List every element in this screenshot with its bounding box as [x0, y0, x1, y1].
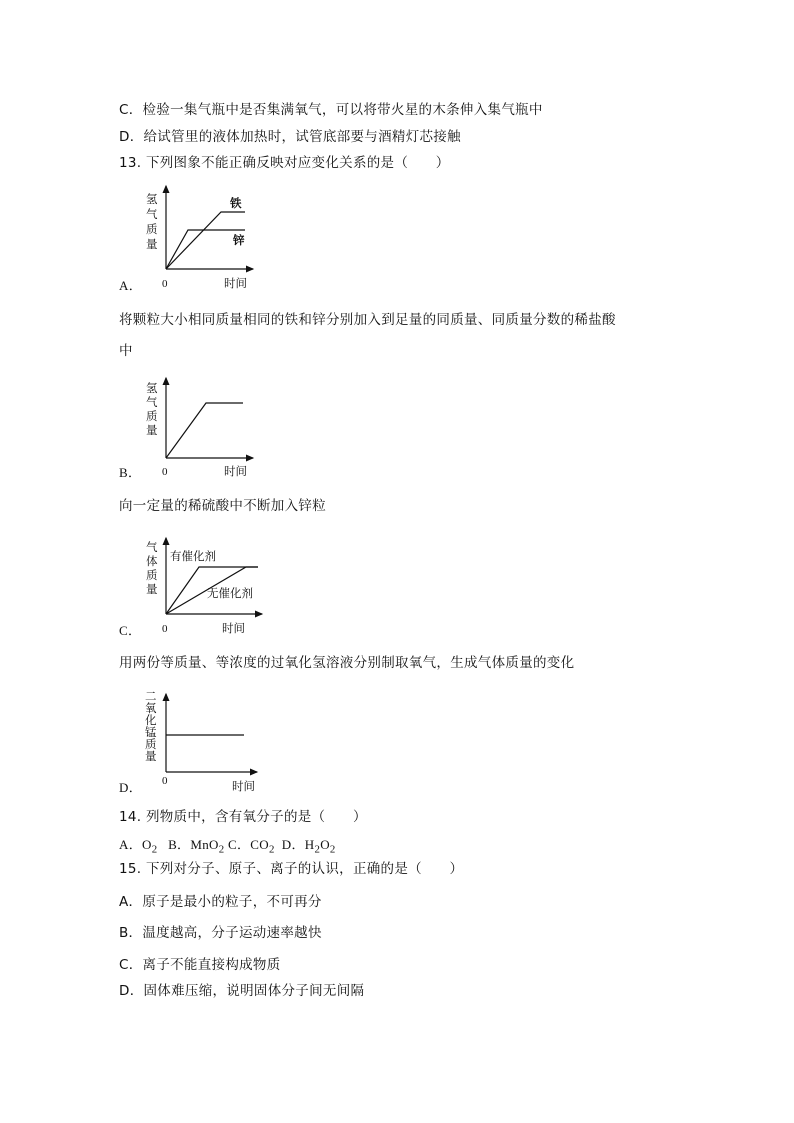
option-b-desc: 向一定量的稀硫酸中不断加入锌粒 — [119, 498, 326, 514]
graph-b-ylabel-4: 量 — [146, 423, 158, 437]
option-b-label: B． — [119, 465, 142, 480]
question-15-stem: 15. 下列对分子、原子、离子的认识，正确的是（ ） — [119, 861, 464, 877]
graph-d-origin: 0 — [162, 775, 168, 787]
q15-option-b: B．温度越高，分子运动速率越快 — [119, 925, 322, 941]
q14-option-b: B．MnO$_2$ — [168, 837, 225, 856]
question-14-options — [119, 838, 336, 855]
question-13-stem: 13. 下列图象不能正确反映对应变化关系的是（ ） — [119, 155, 450, 171]
graph-a-ylabel-1: 氢 — [146, 192, 158, 206]
graph-a-xlabel: 时间 — [224, 276, 247, 290]
option-d-prev: D．给试管里的液体加热时，试管底部要与酒精灯芯接触 — [119, 129, 461, 145]
graph-b-ylabel-2: 气 — [146, 395, 158, 409]
option-d-label: D． — [119, 780, 142, 795]
graph-d-ylabel-6: 量 — [145, 749, 157, 763]
graph-d-ylabel-5: 质 — [145, 737, 157, 751]
graph-d-ylabel-2: 氧 — [145, 701, 157, 715]
option-c-prev: C．检验一集气瓶中是否集满氧气，可以将带火星的木条伸入集气瓶中 — [119, 102, 543, 118]
q15-option-a: A．原子是最小的粒子，不可再分 — [119, 894, 322, 910]
graph-c-ylabel-3: 质 — [146, 568, 158, 582]
option-c-desc: 用两份等质量、等浓度的过氧化氢溶液分别制取氧气，生成气体质量的变化 — [119, 655, 575, 671]
graph-d-ylabel-1: 二 — [145, 689, 157, 703]
graph-a-series-iron: 铁 — [230, 196, 242, 210]
graph-a-series-zinc: 锌 — [233, 233, 245, 247]
option-c-label: C． — [119, 623, 142, 638]
option-a-desc-2: 中 — [119, 343, 133, 359]
graph-d-ylabel-3: 化 — [145, 713, 157, 727]
option-a-label: A． — [119, 278, 142, 293]
graph-c-series-no-catalyst: 无催化剂 — [207, 586, 253, 600]
q14-option-a: A．$O_2$ — [119, 837, 158, 856]
graph-c-origin: 0 — [162, 623, 168, 635]
graph-a-ylabel-3: 质 — [146, 222, 158, 236]
graph-b-ylabel-3: 质 — [146, 409, 158, 423]
graph-d-ylabel-4: 锰 — [145, 725, 157, 739]
graph-c-ylabel-1: 气 — [146, 540, 158, 554]
graph-c-ylabel-4: 量 — [146, 582, 158, 596]
graph-a-origin: 0 — [162, 278, 168, 290]
graph-b-ylabel-1: 氢 — [146, 381, 158, 395]
graph-c-ylabel-2: 体 — [146, 554, 158, 568]
q15-option-d: D．固体难压缩，说明固体分子间无间隔 — [119, 983, 365, 999]
q15-option-c: C．离子不能直接构成物质 — [119, 957, 281, 973]
graph-a-ylabel-4: 量 — [146, 237, 158, 251]
question-14-stem: 14. 列物质中，含有氧分子的是（ ） — [119, 809, 367, 825]
q14-option-d: D．$H_2O_2$ — [281, 837, 336, 856]
graph-c-xlabel: 时间 — [222, 621, 245, 635]
graph-b-origin: 0 — [162, 466, 168, 478]
graph-b-xlabel: 时间 — [224, 464, 247, 478]
graph-b-axes — [166, 378, 253, 458]
graph-b-line — [166, 403, 243, 458]
option-a-desc-1: 将颗粒大小相同质量相同的铁和锌分别加入到足量的同质量、同质量分数的稀盐酸 — [119, 312, 616, 328]
graph-a-ylabel-2: 气 — [146, 207, 158, 221]
graph-c-series-catalyst: 有催化剂 — [170, 549, 216, 563]
q14-option-c: C．$CO_2$ — [228, 837, 275, 856]
graph-d-xlabel: 时间 — [232, 779, 255, 793]
graph-d-axes — [166, 694, 257, 772]
